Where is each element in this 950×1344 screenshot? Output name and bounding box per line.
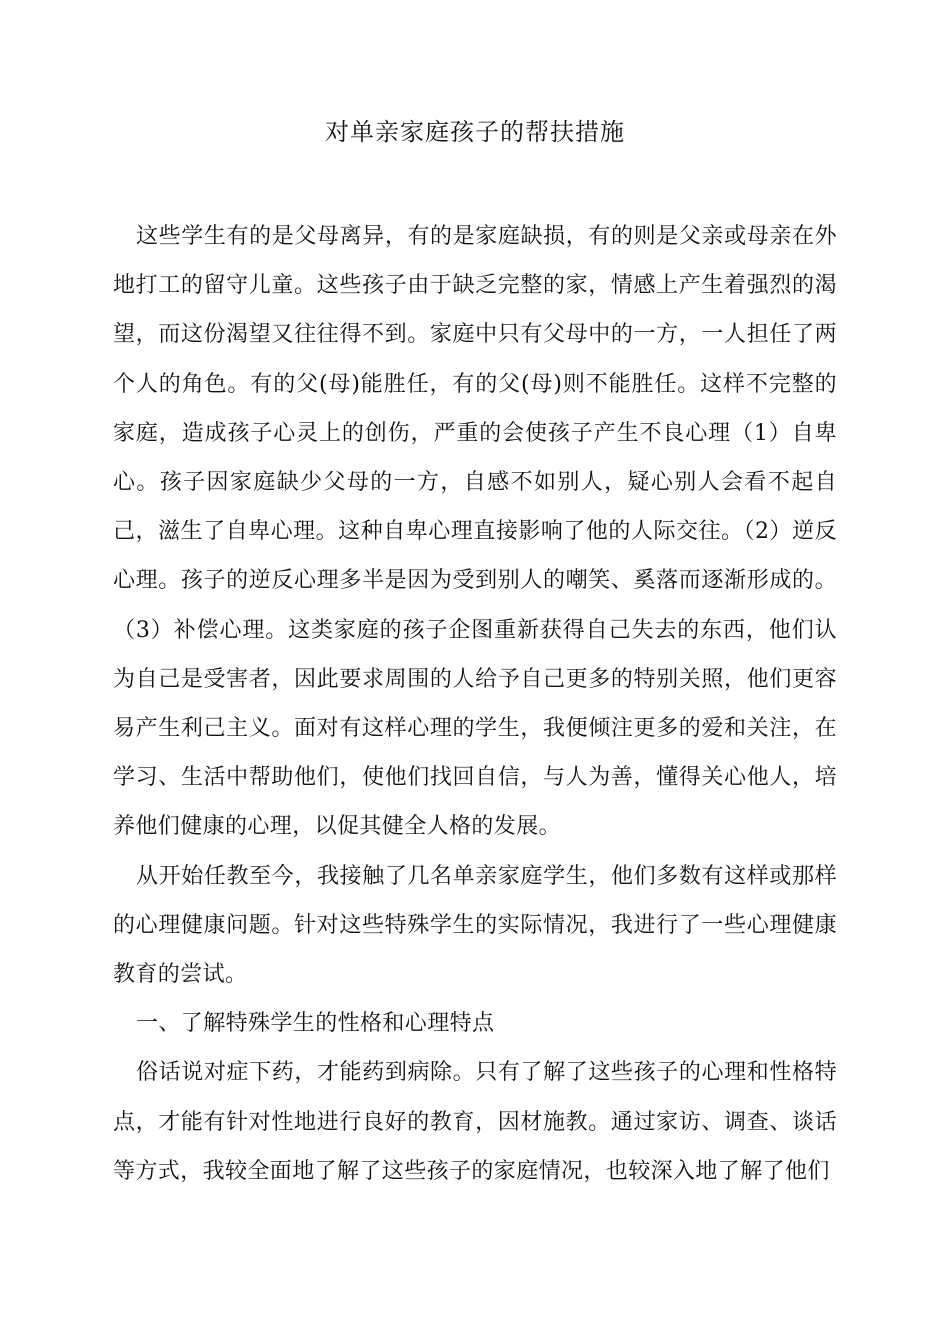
- paragraph-intro: 这些学生有的是父母离异，有的是家庭缺损，有的则是父亲或母亲在外地打工的留守儿童。这些孩子由于缺乏完整的家，情感上产生着强烈的渴望，而这份渴望又往往得不到。家庭中只有父母中的一方，一人担任了两个人的角色。有的父(母)能胜任，有的父(母)则不能胜任。这样不完整的家庭，造成孩子心灵上的创伤，严重的会使孩子产生不良心理（1）自卑心。孩子因家庭缺少父母的一方，自感不如别人，疑心别人会看不起自己，滋生了自卑心理。这种自卑心理直接影响了他的人际交往。（2）逆反心理。孩子的逆反心理多半是因为受到别人的嘲笑、奚落而逐渐形成的。（3）补偿心理。这类家庭的孩子企图重新获得自己失去的东西，他们认为自己是受害者，因此要求周围的人给予自己更多的特别关照，他们更容易产生利己主义。面对有这样心理的学生，我便倾注更多的爱和关注，在学习、生活中帮助他们，使他们找回自信，与人为善，懂得关心他人，培养他们健康的心理，以促其健全人格的发展。: [113, 224, 837, 840]
- paragraph-section-1: 俗话说对症下药，才能药到病除。只有了解了这些孩子的心理和性格特点，才能有针对性地进行良好的教育，因材施教。通过家访、调查、谈话等方式，我较全面地了解了这些孩子的家庭情况，也较深入地了解了他们: [113, 1060, 837, 1184]
- document-body: [113, 212, 837, 1196]
- section-heading-1: 一、了解特殊学生的性格和心理特点: [136, 1011, 495, 1037]
- paragraph-teaching-experience: 从开始任教至今，我接触了几名单亲家庭学生，他们多数有这样或那样的心理健康问题。针对这些特殊学生的实际情况，我进行了一些心理健康教育的尝试。: [113, 863, 837, 988]
- document-title: 对单亲家庭孩子的帮扶措施: [325, 118, 625, 146]
